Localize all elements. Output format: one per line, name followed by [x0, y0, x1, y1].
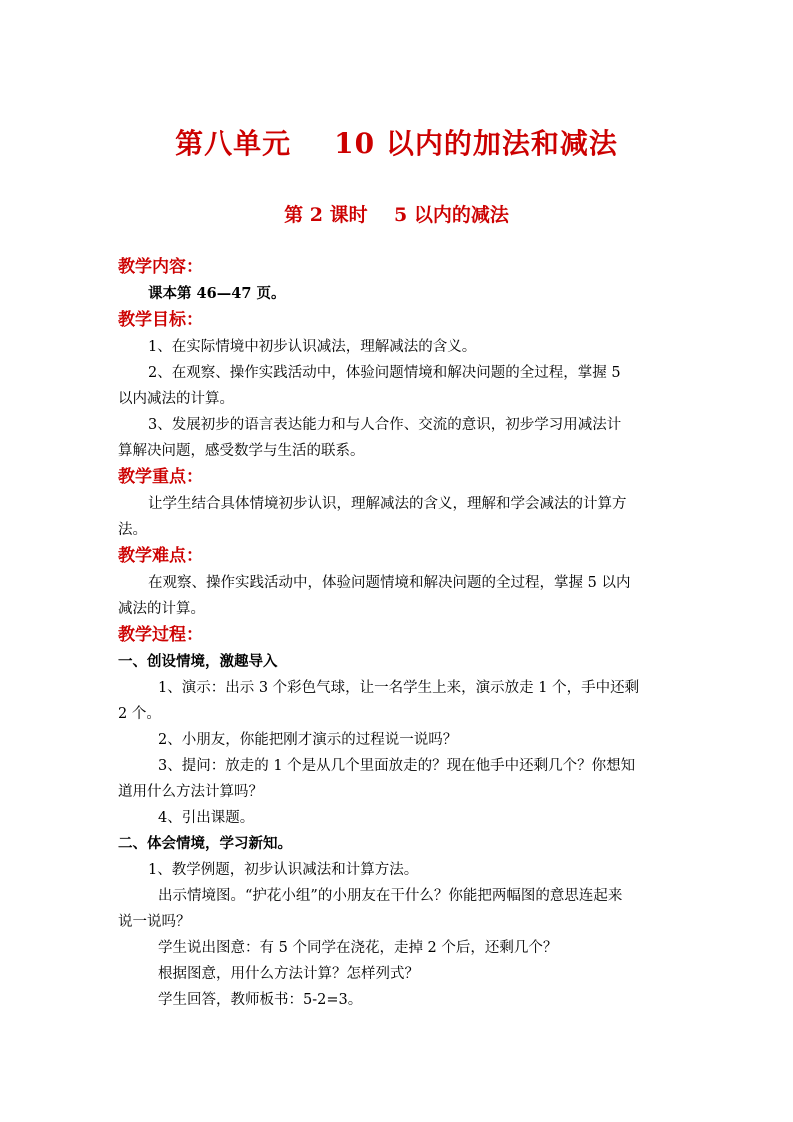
part-2-item-2-line-1: 出示情境图。“护花小组”的小朋友在干什么？你能把两幅图的意思连起来	[158, 888, 623, 904]
section-heading-difficulty: 教学难点：	[118, 546, 203, 566]
part-1-item-3-line-1: 3、提问：放走的 1 个是从几个里面放走的？现在他手中还剩几个？你想知	[158, 758, 636, 774]
goal-2-line-2: 以内减法的计算。	[118, 391, 234, 407]
goal-3-line-1: 3、发展初步的语言表达能力和与人合作、交流的意识，初步学习用减法计	[148, 417, 622, 433]
goal-3-line-2: 算解决问题，感受数学与生活的联系。	[118, 443, 365, 459]
goal-1: 1、在实际情境中初步认识减法，理解减法的含义。	[148, 339, 477, 355]
difficulty-line-1: 在观察、操作实践活动中，体验问题情境和解决问题的全过程，掌握 5 以内	[148, 575, 631, 591]
part-2-item-5: 学生回答，教师板书：5-2=3。	[158, 992, 363, 1008]
part-1-item-3-line-2: 道用什么方法计算吗？	[118, 784, 263, 800]
part-2-heading: 二、体会情境，学习新知。	[118, 835, 292, 852]
section-heading-key: 教学重点：	[118, 467, 203, 487]
lesson-subtitle: 第 2 课时 5 以内的减法	[284, 204, 509, 226]
goal-2-line-1: 2、在观察、操作实践活动中，体验问题情境和解决问题的全过程，掌握 5	[148, 365, 621, 381]
part-1-item-1-line-2: 2 个。	[118, 706, 161, 722]
part-1-heading: 一、创设情境，激趣导入	[118, 653, 278, 670]
part-2-item-4: 根据图意，用什么方法计算？怎样列式？	[158, 966, 419, 982]
section-heading-goals: 教学目标：	[118, 310, 203, 330]
section-heading-content: 教学内容：	[118, 257, 203, 277]
part-1-item-1-line-1: 1、演示：出示 3 个彩色气球，让一名学生上来，演示放走 1 个，手中还剩	[158, 680, 640, 696]
part-2-item-2-line-2: 说一说吗？	[118, 914, 191, 930]
part-1-item-4: 4、引出课题。	[158, 810, 255, 826]
lesson-content	[118, 254, 678, 1013]
key-line-1: 让学生结合具体情境初步认识，理解减法的含义，理解和学会减法的计算方	[148, 496, 627, 512]
content-text: 课本第 46—47 页。	[148, 285, 286, 302]
difficulty-line-2: 减法的计算。	[118, 601, 205, 617]
part-1-item-2: 2、小朋友，你能把刚才演示的过程说一说吗？	[158, 732, 458, 748]
part-2-item-1: 1、教学例题，初步认识减法和计算方法。	[148, 862, 419, 878]
unit-title: 第八单元 10 以内的加法和减法	[175, 127, 618, 160]
key-line-2: 法。	[118, 522, 147, 538]
part-2-item-3: 学生说出图意：有 5 个同学在浇花，走掉 2 个后，还剩几个？	[158, 940, 558, 956]
section-heading-process: 教学过程：	[118, 625, 203, 645]
